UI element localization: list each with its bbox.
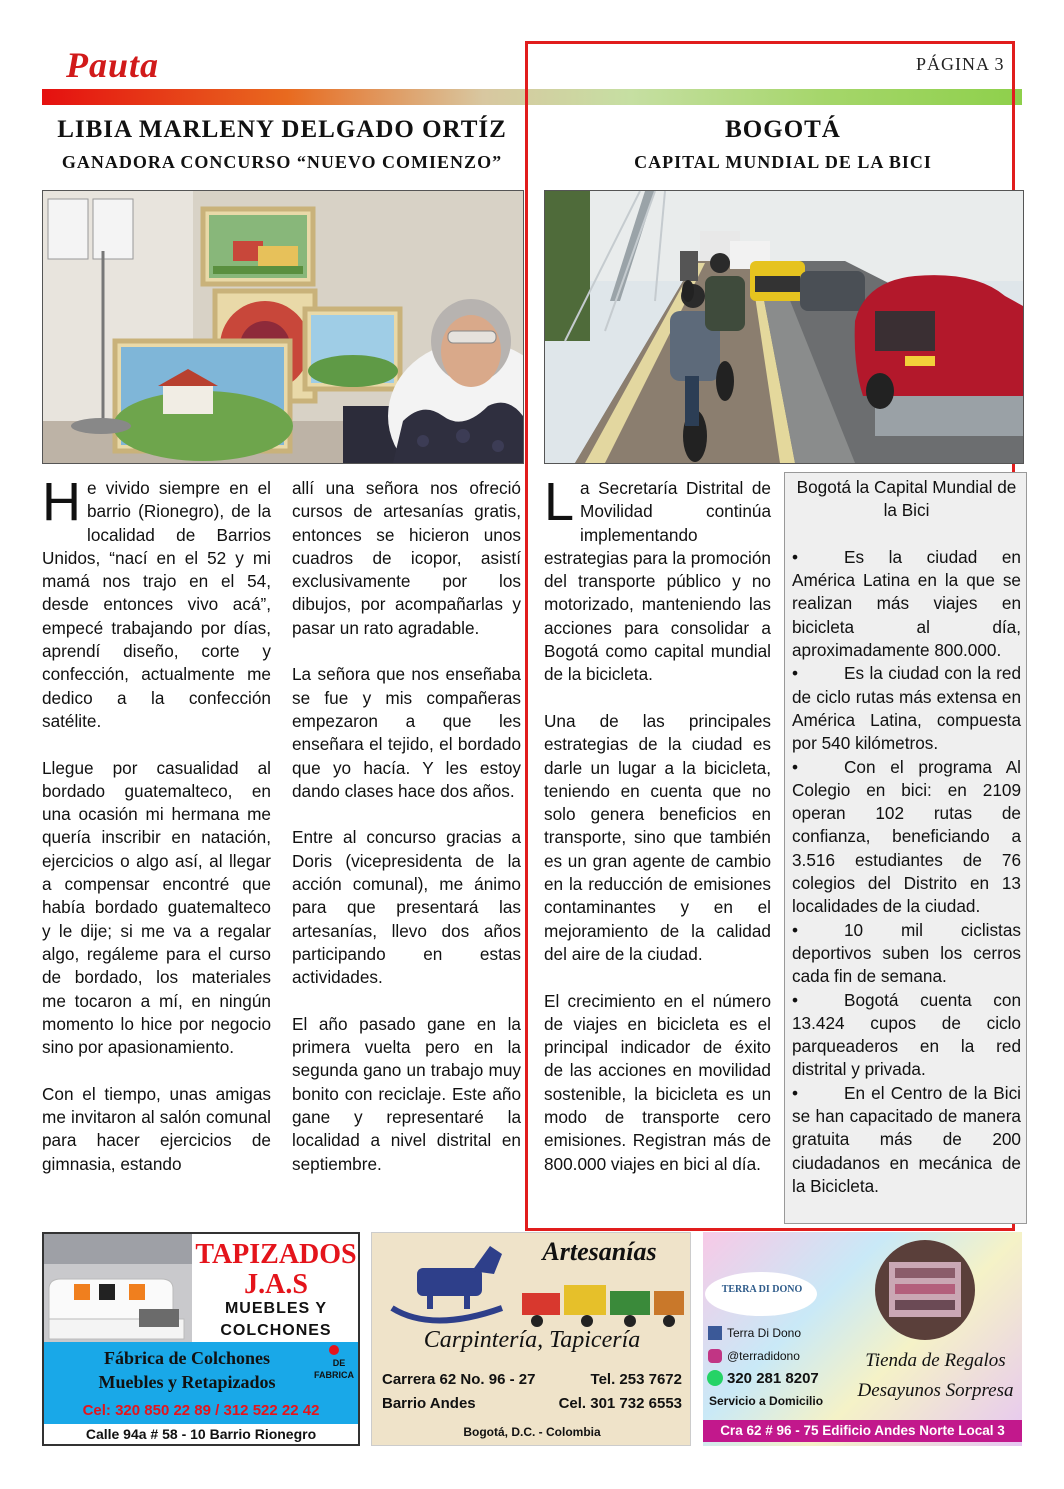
paragraph: Con el tiempo, unas amigas me invitaron al salón comunal para hacer ejercicios de gimnasia, estando xyxy=(42,1083,271,1174)
artesanias-subtitle: Carpintería, Tapicería xyxy=(423,1327,641,1353)
list-item: • Con el programa Al Colegio en bici: en 2109 operan 102 rutas de confianza, beneficiando a 3.516 estudiantes de 76 colegios del Distrito en 13 localidades de la ciudad. xyxy=(792,756,1021,917)
terra-tagline: Tienda de Regalos xyxy=(865,1350,1006,1371)
paragraph: El crecimiento en el número de viajes en bicicleta es el principal indicador de éxito de las acciones en movilidad sostenible, la bicicleta es un modo de transporte cero emisiones. Registran más de 800.000 viajes en bici al día. xyxy=(544,990,771,1174)
section-title: Pauta xyxy=(66,45,160,85)
tapizados-name: TAPIZADOS xyxy=(195,1239,357,1270)
sidebar-title: Bogotá la Capital Mundial de la Bici xyxy=(796,477,1017,521)
terra-brand: TERRA DI DONO xyxy=(721,1284,803,1295)
artesanias-title: Artesanías xyxy=(542,1237,657,1266)
cyclists-photo xyxy=(544,190,1024,464)
tapizados-address: Calle 94a # 58 - 10 Barrio Rionegro xyxy=(44,1424,358,1444)
paragraph: El año pasado gane en la primera vuelta pero en la segunda gano un trabajo muy bonito con reciclaje. Este año gane y representaré la localidad a nivel distrital en septiembre. xyxy=(292,1013,521,1174)
paragraph: Una de las principales estrategias de la ciudad es darle un lugar a la bicicleta, teniendo en cuenta que no solo genera beneficios en transporte, sino que también es un gran agente de cambio en la reducción de emisiones contaminantes y en el mejoramiento de la calidad del aire de la ciudad. xyxy=(544,710,771,964)
fabrica-label: FABRICA xyxy=(314,1370,354,1380)
terra-facebook[interactable]: Terra Di Dono xyxy=(727,1326,802,1340)
list-item: • En el Centro de la Bici se han capacitado de manera gratuita más de 200 ciudadanos en mecánica de la Bicicleta. xyxy=(792,1082,1021,1196)
left-article-column-2 xyxy=(292,477,521,1199)
terra-address: Cra 62 # 96 - 75 Edificio Andes Norte Local 3 xyxy=(703,1420,1022,1442)
paragraph: La señora que nos enseñaba se fue y mis compañeras empezaron a que les enseñara el tejido, el bordado que yo hacía. Y les estoy dando clases hace dos años. xyxy=(292,664,521,801)
terra-service: Servicio a Domicilio xyxy=(709,1394,824,1408)
paragraph: e vivido siempre en el barrio (Rionegro), de la localidad de Barrios Unidos, “nací en el 52 y mi mamá nos trajo en el 54, desde entonces vivo acá”, empecé trabajando por días, aprendí diseño, corte y confección, actualmente me dedico a la confección satélite. xyxy=(42,478,271,731)
artesanias-city: Bogotá, D.C. - Colombia xyxy=(463,1425,601,1439)
artisan-photo xyxy=(42,190,524,464)
artesanias-ad[interactable] xyxy=(371,1232,691,1446)
terra-tagline-2: Desayunos Sorpresa xyxy=(857,1380,1014,1401)
tapizados-ad[interactable] xyxy=(42,1232,360,1446)
artesanias-address: Carrera 62 No. 96 - 27 xyxy=(382,1371,536,1388)
facts-sidebar xyxy=(784,472,1027,1224)
artesanias-address-2: Barrio Andes xyxy=(382,1395,476,1412)
tapizados-phones[interactable]: Cel: 320 850 22 89 / 312 522 22 42 xyxy=(82,1402,320,1419)
drop-cap: H xyxy=(42,472,81,532)
left-article-title: LIBIA MARLENY DELGADO ORTÍZ xyxy=(57,116,507,143)
page-number: PÁGINA 3 xyxy=(916,54,1005,74)
list-item: • Bogotá cuenta con 13.424 cupos de ciclo parqueaderos en la red distrital y privada. xyxy=(792,989,1021,1080)
terra-whatsapp[interactable]: 320 281 8207 xyxy=(727,1370,819,1387)
tapizados-name-2: J.A.S xyxy=(244,1269,308,1300)
tapizados-line: COLCHONES xyxy=(220,1322,332,1339)
left-article-subtitle: GANADORA CONCURSO “NUEVO COMIENZO” xyxy=(61,152,503,172)
terra-di-dono-ad[interactable] xyxy=(703,1232,1022,1446)
list-item: • Es la ciudad en América Latina en la que se realizan más viajes en bicicleta al día, aproximadamente 800.000. xyxy=(792,546,1021,661)
paragraph: allí una señora nos ofreció cursos de artesanías gratis, entonces se hicieron unos cuadros de icopor, asistí exclusivamente por los dibujos, por acompañarlas y pasar un rato agradable. xyxy=(292,478,521,638)
paragraph: a Secretaría Distrital de Movilidad continúa implementando estrategias para la promoción del transporte público y no motorizado, manteniendo las acciones para consolidar a Bogotá como capital mundial de la bicicleta. xyxy=(544,478,771,685)
right-article-column xyxy=(544,472,771,1199)
tapizados-line: Fábrica de Colchones xyxy=(104,1348,270,1368)
right-article-subtitle: CAPITAL MUNDIAL DE LA BICI xyxy=(634,152,932,172)
artesanias-cel[interactable]: Cel. 301 732 6553 xyxy=(558,1395,682,1412)
right-article-title: BOGOTÁ xyxy=(725,116,841,143)
left-article-column-1 xyxy=(42,472,271,1199)
paragraph: Entre al concurso gracias a Doris (vicepresidenta de la acción comunal), me ánimo para que presentará las artesanías, llevo dos años participando en estas actividades. xyxy=(292,827,521,988)
drop-cap: L xyxy=(544,472,575,532)
paragraph: Llegue por casualidad al bordado guatemalteco, en una ocasión mi hermana me quería inscribir en natación, ejercicios o algo así, al llegar a compensar encontré que había bordado guatemalteco y le dije; si me va a regalar algo, regáleme para el curso de bordado, los materiales me tocaron a mí, en ningún momento lo hice por negocio sino por apasionamiento. xyxy=(42,757,271,1058)
list-item: • Es la ciudad con la red de ciclo rutas más extensa en América Latina, compuesta por 540 kilómetros. xyxy=(792,663,1021,754)
tapizados-line: MUEBLES Y xyxy=(224,1300,328,1317)
terra-instagram[interactable]: @terradidono xyxy=(727,1349,800,1363)
artesanias-tel[interactable]: Tel. 253 7672 xyxy=(590,1371,682,1388)
tapizados-line: Muebles y Retapizados xyxy=(98,1372,276,1392)
list-item: • 10 mil ciclistas deportivos suben los cerros cada fin de semana. xyxy=(792,919,1021,987)
de-label: DE xyxy=(332,1358,346,1368)
